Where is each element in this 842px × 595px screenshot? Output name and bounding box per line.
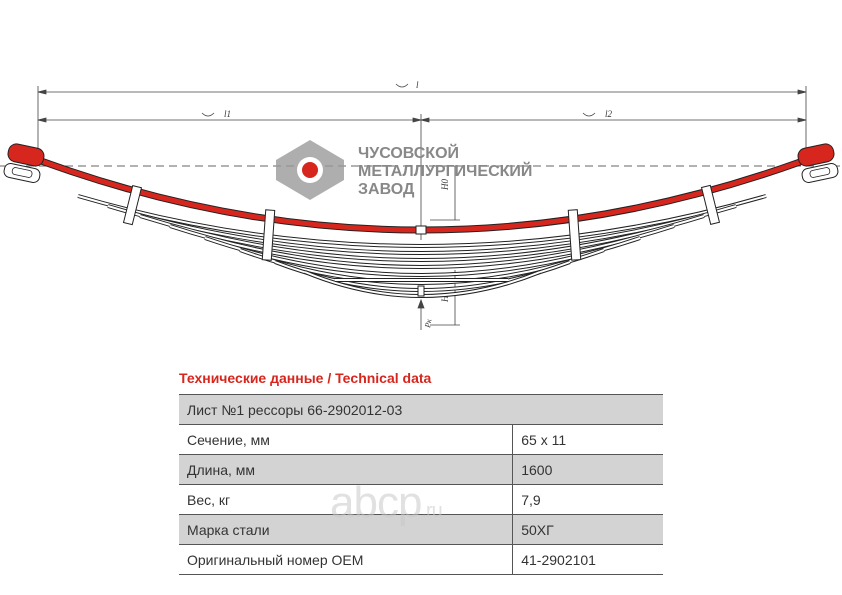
row-label: Сечение, мм	[179, 425, 513, 455]
row-label: Длина, мм	[179, 455, 513, 485]
row-value: 7,9	[513, 485, 663, 515]
table-row	[179, 545, 663, 575]
row-label: Оригинальный номер OEM	[179, 545, 513, 575]
watermark-main: abcp	[330, 478, 422, 527]
clamps	[124, 185, 720, 260]
row-value: 50ХГ	[513, 515, 663, 545]
watermark	[330, 478, 442, 528]
table-header-row	[179, 395, 663, 425]
dim-h0-label: H0	[440, 179, 450, 190]
part-name-cell: Лист №1 рессоры 66-2902012-03	[179, 395, 663, 425]
brand-line-3: ЗАВОД	[358, 181, 415, 198]
brand-line-1: ЧУСОВСКОЙ	[358, 145, 460, 162]
right-eye	[797, 142, 840, 183]
dim-h-label: H	[440, 295, 450, 302]
row-label: Марка стали	[179, 515, 513, 545]
left-eye	[3, 142, 46, 183]
row-value: 65 x 11	[513, 425, 663, 455]
brand-line-2: МЕТАЛЛУРГИЧЕСКИЙ	[358, 163, 533, 180]
row-label: Вес, кг	[179, 485, 513, 515]
load-arrow-label: Pк	[423, 318, 434, 329]
technical-data-title: Технические данные / Technical data	[179, 370, 432, 386]
dim-l-label: l	[416, 80, 419, 90]
row-value: 1600	[513, 455, 663, 485]
table-row	[179, 425, 663, 455]
row-value: 41-2902101	[513, 545, 663, 575]
dim-l2-label: l2	[605, 109, 613, 119]
dim-l1-label: l1	[224, 109, 232, 119]
watermark-suffix: .ru	[421, 500, 442, 522]
brand-logo-icon	[276, 140, 344, 200]
spring-leaves	[78, 196, 766, 296]
